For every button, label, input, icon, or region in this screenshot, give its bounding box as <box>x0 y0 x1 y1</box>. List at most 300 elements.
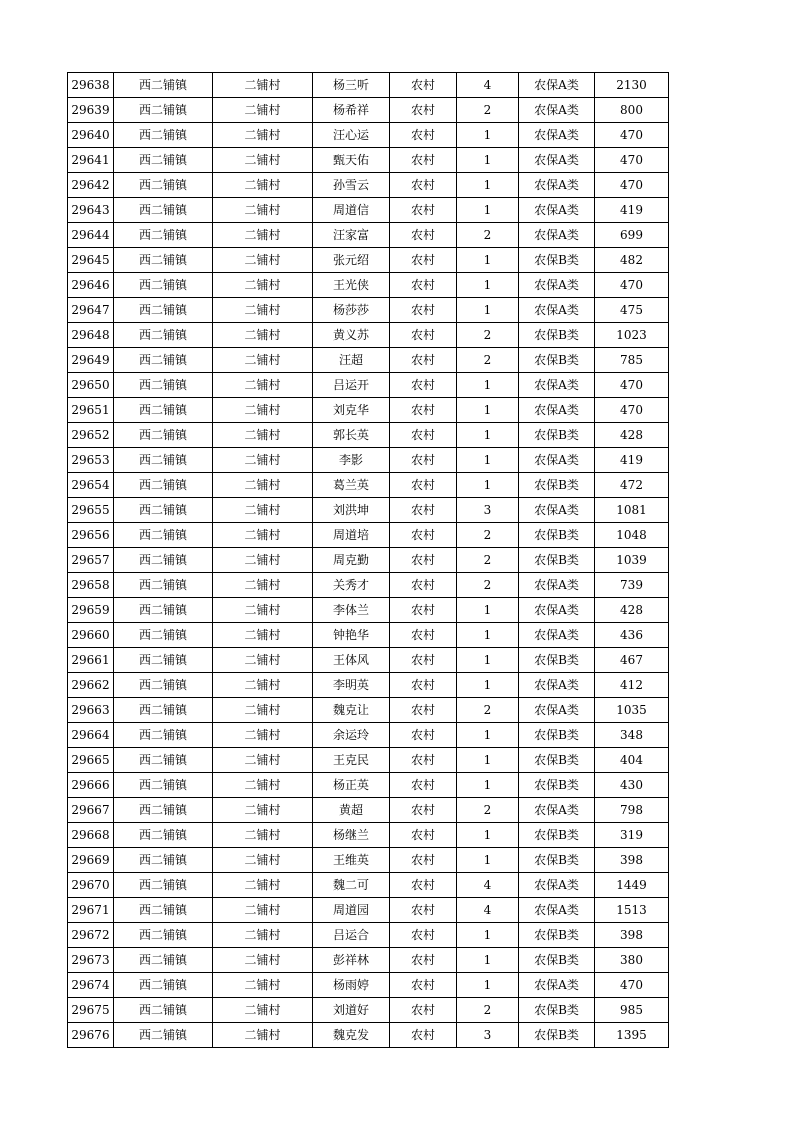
row-id-cell: 29654 <box>68 473 114 498</box>
amount-cell: 1513 <box>595 898 669 923</box>
amount-cell: 1048 <box>595 523 669 548</box>
household-count-cell: 4 <box>457 898 519 923</box>
household-count-cell: 3 <box>457 498 519 523</box>
name-cell: 李体兰 <box>313 598 390 623</box>
table-row <box>68 498 669 523</box>
table-row <box>68 523 669 548</box>
amount-cell: 470 <box>595 973 669 998</box>
village-cell: 二铺村 <box>213 123 313 148</box>
area-type-cell: 农村 <box>390 848 457 873</box>
household-count-cell: 1 <box>457 673 519 698</box>
name-cell: 周道培 <box>313 523 390 548</box>
area-type-cell: 农村 <box>390 798 457 823</box>
row-id-cell: 29663 <box>68 698 114 723</box>
name-cell: 王维英 <box>313 848 390 873</box>
town-cell: 西二铺镇 <box>114 448 213 473</box>
name-cell: 吕运合 <box>313 923 390 948</box>
category-cell: 农保B类 <box>519 523 595 548</box>
table-row <box>68 773 669 798</box>
table-row <box>68 698 669 723</box>
town-cell: 西二铺镇 <box>114 423 213 448</box>
town-cell: 西二铺镇 <box>114 798 213 823</box>
category-cell: 农保B类 <box>519 848 595 873</box>
household-count-cell: 1 <box>457 623 519 648</box>
amount-cell: 472 <box>595 473 669 498</box>
name-cell: 钟艳华 <box>313 623 390 648</box>
category-cell: 农保B类 <box>519 548 595 573</box>
row-id-cell: 29661 <box>68 648 114 673</box>
area-type-cell: 农村 <box>390 823 457 848</box>
category-cell: 农保A类 <box>519 398 595 423</box>
name-cell: 杨继兰 <box>313 823 390 848</box>
area-type-cell: 农村 <box>390 898 457 923</box>
town-cell: 西二铺镇 <box>114 598 213 623</box>
village-cell: 二铺村 <box>213 373 313 398</box>
area-type-cell: 农村 <box>390 223 457 248</box>
household-count-cell: 1 <box>457 598 519 623</box>
name-cell: 甄天佑 <box>313 148 390 173</box>
row-id-cell: 29645 <box>68 248 114 273</box>
category-cell: 农保B类 <box>519 923 595 948</box>
town-cell: 西二铺镇 <box>114 98 213 123</box>
area-type-cell: 农村 <box>390 623 457 648</box>
town-cell: 西二铺镇 <box>114 773 213 798</box>
town-cell: 西二铺镇 <box>114 998 213 1023</box>
table-row <box>68 848 669 873</box>
table-row <box>68 948 669 973</box>
table-body <box>68 73 669 1048</box>
table-row <box>68 873 669 898</box>
household-count-cell: 1 <box>457 398 519 423</box>
row-id-cell: 29667 <box>68 798 114 823</box>
area-type-cell: 农村 <box>390 148 457 173</box>
row-id-cell: 29664 <box>68 723 114 748</box>
household-count-cell: 1 <box>457 123 519 148</box>
amount-cell: 470 <box>595 373 669 398</box>
area-type-cell: 农村 <box>390 573 457 598</box>
town-cell: 西二铺镇 <box>114 273 213 298</box>
name-cell: 杨三听 <box>313 73 390 98</box>
town-cell: 西二铺镇 <box>114 948 213 973</box>
village-cell: 二铺村 <box>213 173 313 198</box>
village-cell: 二铺村 <box>213 848 313 873</box>
amount-cell: 428 <box>595 423 669 448</box>
area-type-cell: 农村 <box>390 598 457 623</box>
area-type-cell: 农村 <box>390 773 457 798</box>
name-cell: 郭长英 <box>313 423 390 448</box>
name-cell: 魏二可 <box>313 873 390 898</box>
table-row <box>68 723 669 748</box>
name-cell: 刘洪坤 <box>313 498 390 523</box>
household-count-cell: 1 <box>457 173 519 198</box>
area-type-cell: 农村 <box>390 498 457 523</box>
table-row <box>68 448 669 473</box>
amount-cell: 800 <box>595 98 669 123</box>
town-cell: 西二铺镇 <box>114 973 213 998</box>
category-cell: 农保A类 <box>519 498 595 523</box>
category-cell: 农保A类 <box>519 273 595 298</box>
row-id-cell: 29639 <box>68 98 114 123</box>
table-row <box>68 973 669 998</box>
table-row <box>68 73 669 98</box>
amount-cell: 319 <box>595 823 669 848</box>
town-cell: 西二铺镇 <box>114 248 213 273</box>
village-cell: 二铺村 <box>213 873 313 898</box>
village-cell: 二铺村 <box>213 448 313 473</box>
table-row <box>68 473 669 498</box>
village-cell: 二铺村 <box>213 623 313 648</box>
household-count-cell: 1 <box>457 448 519 473</box>
town-cell: 西二铺镇 <box>114 723 213 748</box>
household-count-cell: 2 <box>457 698 519 723</box>
table-row <box>68 198 669 223</box>
category-cell: 农保B类 <box>519 323 595 348</box>
household-count-cell: 2 <box>457 523 519 548</box>
name-cell: 黄超 <box>313 798 390 823</box>
table-row <box>68 898 669 923</box>
village-cell: 二铺村 <box>213 923 313 948</box>
village-cell: 二铺村 <box>213 348 313 373</box>
area-type-cell: 农村 <box>390 373 457 398</box>
category-cell: 农保A类 <box>519 173 595 198</box>
name-cell: 汪家富 <box>313 223 390 248</box>
category-cell: 农保A类 <box>519 898 595 923</box>
row-id-cell: 29650 <box>68 373 114 398</box>
row-id-cell: 29648 <box>68 323 114 348</box>
village-cell: 二铺村 <box>213 548 313 573</box>
area-type-cell: 农村 <box>390 973 457 998</box>
table-row <box>68 923 669 948</box>
amount-cell: 1395 <box>595 1023 669 1048</box>
area-type-cell: 农村 <box>390 473 457 498</box>
row-id-cell: 29658 <box>68 573 114 598</box>
amount-cell: 1449 <box>595 873 669 898</box>
amount-cell: 470 <box>595 173 669 198</box>
amount-cell: 1023 <box>595 323 669 348</box>
village-cell: 二铺村 <box>213 323 313 348</box>
table-row <box>68 223 669 248</box>
household-count-cell: 2 <box>457 98 519 123</box>
category-cell: 农保B类 <box>519 1023 595 1048</box>
village-cell: 二铺村 <box>213 73 313 98</box>
household-count-cell: 1 <box>457 423 519 448</box>
household-count-cell: 2 <box>457 548 519 573</box>
row-id-cell: 29641 <box>68 148 114 173</box>
town-cell: 西二铺镇 <box>114 873 213 898</box>
row-id-cell: 29657 <box>68 548 114 573</box>
category-cell: 农保A类 <box>519 623 595 648</box>
row-id-cell: 29666 <box>68 773 114 798</box>
amount-cell: 436 <box>595 623 669 648</box>
category-cell: 农保B类 <box>519 648 595 673</box>
row-id-cell: 29647 <box>68 298 114 323</box>
town-cell: 西二铺镇 <box>114 298 213 323</box>
table-row <box>68 648 669 673</box>
area-type-cell: 农村 <box>390 873 457 898</box>
category-cell: 农保B类 <box>519 248 595 273</box>
household-count-cell: 1 <box>457 248 519 273</box>
category-cell: 农保B类 <box>519 723 595 748</box>
town-cell: 西二铺镇 <box>114 698 213 723</box>
row-id-cell: 29640 <box>68 123 114 148</box>
household-count-cell: 4 <box>457 873 519 898</box>
area-type-cell: 农村 <box>390 273 457 298</box>
area-type-cell: 农村 <box>390 323 457 348</box>
name-cell: 彭祥林 <box>313 948 390 973</box>
amount-cell: 398 <box>595 923 669 948</box>
name-cell: 周道园 <box>313 898 390 923</box>
town-cell: 西二铺镇 <box>114 523 213 548</box>
category-cell: 农保A类 <box>519 223 595 248</box>
name-cell: 黄义苏 <box>313 323 390 348</box>
table-row <box>68 373 669 398</box>
row-id-cell: 29670 <box>68 873 114 898</box>
amount-cell: 785 <box>595 348 669 373</box>
area-type-cell: 农村 <box>390 198 457 223</box>
table-row <box>68 798 669 823</box>
village-cell: 二铺村 <box>213 248 313 273</box>
row-id-cell: 29673 <box>68 948 114 973</box>
town-cell: 西二铺镇 <box>114 148 213 173</box>
amount-cell: 470 <box>595 398 669 423</box>
area-type-cell: 农村 <box>390 948 457 973</box>
area-type-cell: 农村 <box>390 523 457 548</box>
village-cell: 二铺村 <box>213 498 313 523</box>
row-id-cell: 29671 <box>68 898 114 923</box>
area-type-cell: 农村 <box>390 998 457 1023</box>
category-cell: 农保A类 <box>519 373 595 398</box>
town-cell: 西二铺镇 <box>114 623 213 648</box>
row-id-cell: 29672 <box>68 923 114 948</box>
town-cell: 西二铺镇 <box>114 323 213 348</box>
household-count-cell: 1 <box>457 923 519 948</box>
amount-cell: 419 <box>595 198 669 223</box>
area-type-cell: 农村 <box>390 923 457 948</box>
town-cell: 西二铺镇 <box>114 123 213 148</box>
table-row <box>68 548 669 573</box>
name-cell: 刘道好 <box>313 998 390 1023</box>
table-row <box>68 148 669 173</box>
town-cell: 西二铺镇 <box>114 673 213 698</box>
village-cell: 二铺村 <box>213 823 313 848</box>
amount-cell: 985 <box>595 998 669 1023</box>
name-cell: 王体风 <box>313 648 390 673</box>
amount-cell: 404 <box>595 748 669 773</box>
amount-cell: 739 <box>595 573 669 598</box>
name-cell: 关秀才 <box>313 573 390 598</box>
area-type-cell: 农村 <box>390 548 457 573</box>
table-row <box>68 598 669 623</box>
amount-cell: 419 <box>595 448 669 473</box>
town-cell: 西二铺镇 <box>114 348 213 373</box>
table-row <box>68 748 669 773</box>
row-id-cell: 29669 <box>68 848 114 873</box>
village-cell: 二铺村 <box>213 973 313 998</box>
village-cell: 二铺村 <box>213 773 313 798</box>
name-cell: 汪心运 <box>313 123 390 148</box>
name-cell: 葛兰英 <box>313 473 390 498</box>
amount-cell: 430 <box>595 773 669 798</box>
name-cell: 吕运开 <box>313 373 390 398</box>
row-id-cell: 29662 <box>68 673 114 698</box>
area-type-cell: 农村 <box>390 298 457 323</box>
row-id-cell: 29665 <box>68 748 114 773</box>
amount-cell: 1039 <box>595 548 669 573</box>
row-id-cell: 29652 <box>68 423 114 448</box>
amount-cell: 412 <box>595 673 669 698</box>
amount-cell: 380 <box>595 948 669 973</box>
table-row <box>68 423 669 448</box>
area-type-cell: 农村 <box>390 98 457 123</box>
area-type-cell: 农村 <box>390 73 457 98</box>
table-row <box>68 323 669 348</box>
row-id-cell: 29675 <box>68 998 114 1023</box>
category-cell: 农保A类 <box>519 673 595 698</box>
household-count-cell: 1 <box>457 973 519 998</box>
household-count-cell: 2 <box>457 573 519 598</box>
village-cell: 二铺村 <box>213 598 313 623</box>
name-cell: 杨莎莎 <box>313 298 390 323</box>
table-row <box>68 173 669 198</box>
table-row <box>68 273 669 298</box>
household-count-cell: 2 <box>457 798 519 823</box>
household-count-cell: 1 <box>457 273 519 298</box>
category-cell: 农保A类 <box>519 148 595 173</box>
data-table <box>67 72 669 1048</box>
village-cell: 二铺村 <box>213 798 313 823</box>
category-cell: 农保A类 <box>519 448 595 473</box>
area-type-cell: 农村 <box>390 123 457 148</box>
category-cell: 农保B类 <box>519 423 595 448</box>
town-cell: 西二铺镇 <box>114 748 213 773</box>
category-cell: 农保B类 <box>519 473 595 498</box>
name-cell: 李影 <box>313 448 390 473</box>
row-id-cell: 29653 <box>68 448 114 473</box>
row-id-cell: 29668 <box>68 823 114 848</box>
town-cell: 西二铺镇 <box>114 373 213 398</box>
town-cell: 西二铺镇 <box>114 823 213 848</box>
category-cell: 农保A类 <box>519 73 595 98</box>
town-cell: 西二铺镇 <box>114 73 213 98</box>
category-cell: 农保B类 <box>519 998 595 1023</box>
household-count-cell: 3 <box>457 1023 519 1048</box>
household-count-cell: 1 <box>457 473 519 498</box>
household-count-cell: 1 <box>457 848 519 873</box>
category-cell: 农保B类 <box>519 773 595 798</box>
village-cell: 二铺村 <box>213 748 313 773</box>
village-cell: 二铺村 <box>213 898 313 923</box>
table-row <box>68 98 669 123</box>
name-cell: 魏克发 <box>313 1023 390 1048</box>
village-cell: 二铺村 <box>213 273 313 298</box>
village-cell: 二铺村 <box>213 1023 313 1048</box>
name-cell: 杨雨婷 <box>313 973 390 998</box>
name-cell: 王克民 <box>313 748 390 773</box>
category-cell: 农保A类 <box>519 198 595 223</box>
village-cell: 二铺村 <box>213 998 313 1023</box>
town-cell: 西二铺镇 <box>114 498 213 523</box>
area-type-cell: 农村 <box>390 673 457 698</box>
table-row <box>68 123 669 148</box>
category-cell: 农保B类 <box>519 948 595 973</box>
category-cell: 农保A类 <box>519 798 595 823</box>
village-cell: 二铺村 <box>213 523 313 548</box>
amount-cell: 475 <box>595 298 669 323</box>
row-id-cell: 29656 <box>68 523 114 548</box>
household-count-cell: 2 <box>457 323 519 348</box>
town-cell: 西二铺镇 <box>114 923 213 948</box>
amount-cell: 699 <box>595 223 669 248</box>
amount-cell: 482 <box>595 248 669 273</box>
category-cell: 农保A类 <box>519 98 595 123</box>
area-type-cell: 农村 <box>390 398 457 423</box>
table-row <box>68 573 669 598</box>
name-cell: 王光侠 <box>313 273 390 298</box>
table-row <box>68 398 669 423</box>
table-row <box>68 998 669 1023</box>
area-type-cell: 农村 <box>390 648 457 673</box>
town-cell: 西二铺镇 <box>114 548 213 573</box>
household-count-cell: 1 <box>457 748 519 773</box>
table-row <box>68 623 669 648</box>
category-cell: 农保B类 <box>519 348 595 373</box>
village-cell: 二铺村 <box>213 298 313 323</box>
row-id-cell: 29651 <box>68 398 114 423</box>
name-cell: 张元绍 <box>313 248 390 273</box>
row-id-cell: 29646 <box>68 273 114 298</box>
name-cell: 汪超 <box>313 348 390 373</box>
table-row <box>68 298 669 323</box>
village-cell: 二铺村 <box>213 223 313 248</box>
village-cell: 二铺村 <box>213 573 313 598</box>
village-cell: 二铺村 <box>213 698 313 723</box>
category-cell: 农保A类 <box>519 298 595 323</box>
area-type-cell: 农村 <box>390 173 457 198</box>
household-count-cell: 1 <box>457 948 519 973</box>
area-type-cell: 农村 <box>390 698 457 723</box>
name-cell: 魏克让 <box>313 698 390 723</box>
amount-cell: 2130 <box>595 73 669 98</box>
category-cell: 农保A类 <box>519 598 595 623</box>
row-id-cell: 29659 <box>68 598 114 623</box>
household-count-cell: 1 <box>457 823 519 848</box>
village-cell: 二铺村 <box>213 398 313 423</box>
town-cell: 西二铺镇 <box>114 573 213 598</box>
household-count-cell: 1 <box>457 373 519 398</box>
row-id-cell: 29655 <box>68 498 114 523</box>
row-id-cell: 29643 <box>68 198 114 223</box>
town-cell: 西二铺镇 <box>114 173 213 198</box>
name-cell: 李明英 <box>313 673 390 698</box>
household-count-cell: 1 <box>457 723 519 748</box>
category-cell: 农保A类 <box>519 698 595 723</box>
category-cell: 农保A类 <box>519 123 595 148</box>
row-id-cell: 29660 <box>68 623 114 648</box>
category-cell: 农保A类 <box>519 573 595 598</box>
village-cell: 二铺村 <box>213 648 313 673</box>
amount-cell: 470 <box>595 148 669 173</box>
town-cell: 西二铺镇 <box>114 198 213 223</box>
amount-cell: 1035 <box>595 698 669 723</box>
town-cell: 西二铺镇 <box>114 473 213 498</box>
village-cell: 二铺村 <box>213 98 313 123</box>
table-row <box>68 823 669 848</box>
name-cell: 周道信 <box>313 198 390 223</box>
amount-cell: 470 <box>595 123 669 148</box>
village-cell: 二铺村 <box>213 148 313 173</box>
table-row <box>68 673 669 698</box>
area-type-cell: 农村 <box>390 423 457 448</box>
